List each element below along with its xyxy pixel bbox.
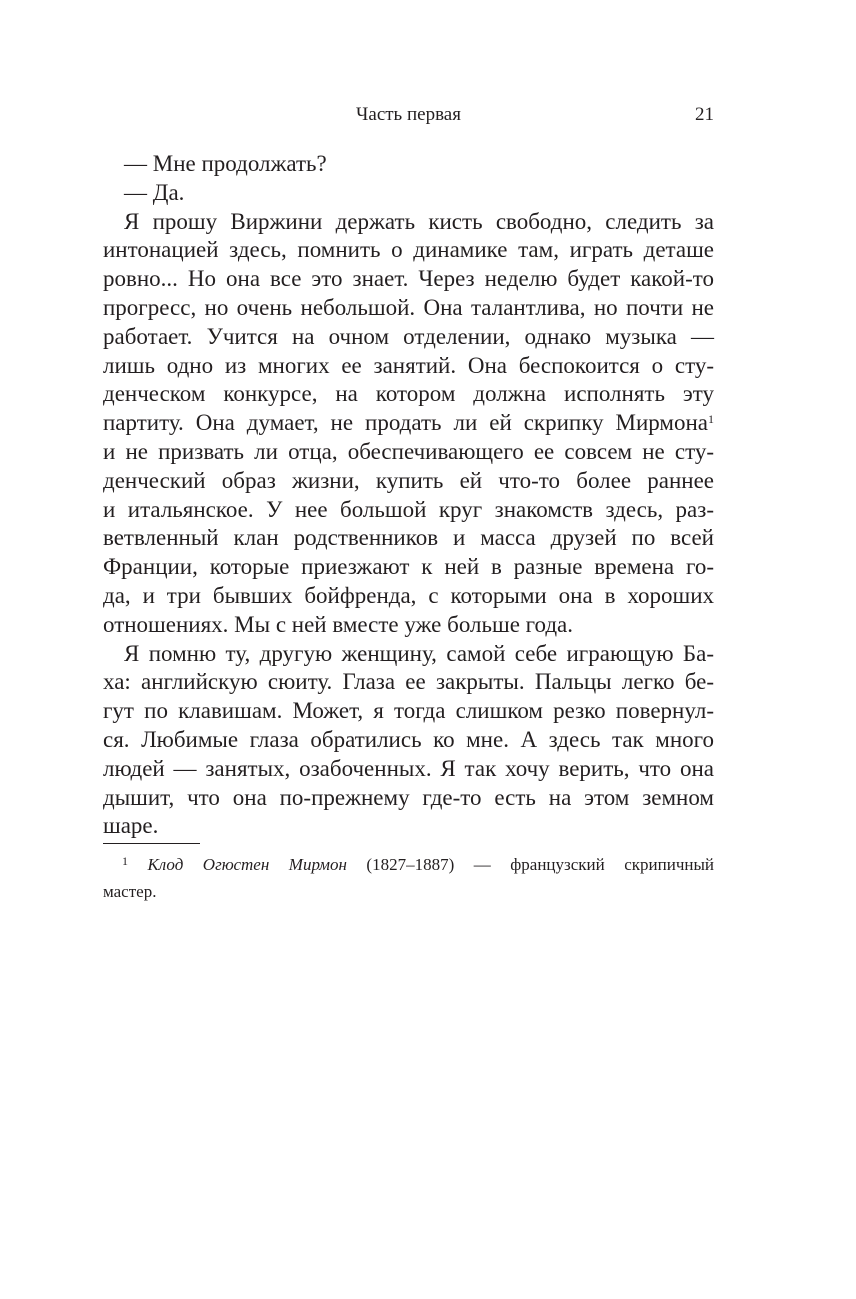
text-line: ся. Любимые глаза обратились ко мне. А здесь так много [103,726,714,752]
text-line: лишь одно из многих ее занятий. Она беспокоится о сту- [103,352,714,378]
text-line: — Мне продолжать? [124,151,327,176]
page-header [103,104,714,134]
footnote-marker: 1 [122,854,128,868]
text-line-with-footnote-ref [103,409,714,438]
text-line: прогресс, но очень небольшой. Она талантлива, но почти не [103,294,714,320]
text-line: — Да. [124,179,185,205]
text-line: ровно... Но она все это знает. Через неделю будет какой-то [103,266,714,292]
footnote-line: мастер. [103,882,157,901]
footnote-text: (1827–1887) — французский скрипичный [346,855,715,874]
text-line: работает. Учится на очном отделении, однако музыка — [103,323,714,349]
text-line: партиту. Она думает, не продать ли ей скрипку Мирмона [103,410,708,436]
footnote-reference[interactable]: 1 [708,412,714,427]
text-line: Я прошу Виржини держать кисть свободно, следить за [124,208,714,234]
text-line: интонацией здесь, помнить о динамике там, играть деташе [103,237,714,263]
text-line: Франции, которые приезжают к ней в разные времена го- [103,554,714,580]
page-number: 21 [695,104,714,125]
footnote-line [103,851,714,878]
text-line: денческом конкурсе, на котором должна исполнять эту [103,381,714,407]
body-text [103,150,714,841]
text-line: ветвленный клан родственников и масса друзей по всей [103,525,714,551]
text-line: отношениях. Мы с ней вместе уже больше года. [103,611,574,637]
text-line: людей — занятых, озабоченных. Я так хочу верить, что она [103,755,714,781]
text-line: гут по клавишам. Может, я тогда слишком резко повернул- [103,698,714,724]
text-line: да, и три бывших бойфренда, с которыми она в хороших [103,582,714,608]
text-line: ха: английскую сюиту. Глаза ее закрыты. Пальцы легко бе- [103,669,714,695]
text-line: денческий образ жизни, купить ей что-то более раннее [103,467,714,493]
text-line: и не призвать ли отца, обеспечивающего ее совсем не сту- [103,438,714,464]
text-line: дышит, что она по-прежнему где-то есть на этом земном [103,784,714,810]
text-line: шаре. [103,813,159,839]
text-line: Я помню ту, другую женщину, самой себе играющую Ба- [124,640,714,666]
footnote-name: Клод Огюстен Мирмон [147,855,347,874]
text-line: и итальянское. У нее большой круг знакомств здесь, раз- [103,496,714,522]
running-title: Часть первая [356,104,461,125]
footnote [103,851,714,905]
footnote-divider [103,843,200,844]
